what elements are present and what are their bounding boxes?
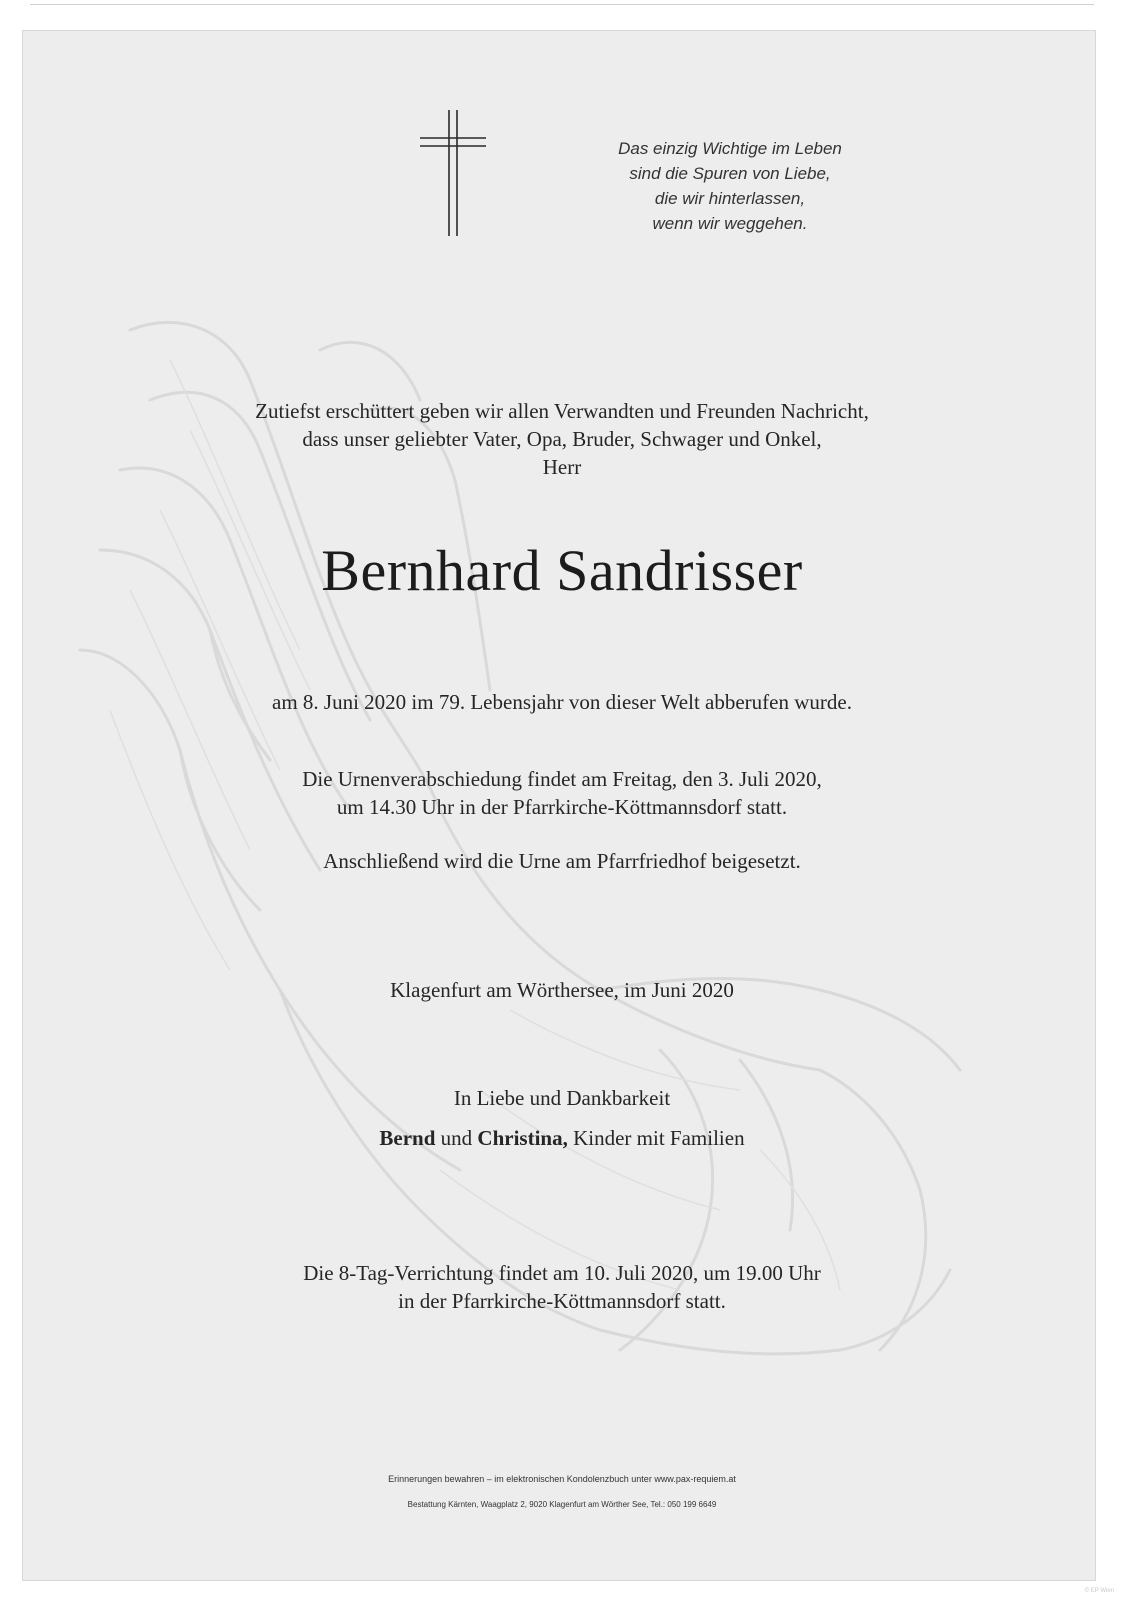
cross-icon xyxy=(420,110,486,236)
burial-info xyxy=(0,847,1124,875)
ceremony-line: Die Urnenverabschiedung findet am Freitag, den 3. Juli 2020, xyxy=(302,767,822,791)
mourners-line xyxy=(0,1124,1124,1152)
place-date-text: Klagenfurt am Wörthersee, im Juni 2020 xyxy=(390,978,734,1002)
quote-line: wenn wir weggehen. xyxy=(652,214,808,233)
ceremony-info xyxy=(0,765,1124,821)
memorial-line: Die 8-Tag-Verrichtung findet am 10. Juli 2020, um 19.00 Uhr xyxy=(303,1261,821,1285)
burial-text: Anschließend wird die Urne am Pfarrfriedhof beigesetzt. xyxy=(323,849,801,873)
closing xyxy=(0,1084,1124,1112)
announcement xyxy=(0,397,1124,481)
death-text: am 8. Juni 2020 im 79. Lebensjahr von dieser Welt abberufen wurde. xyxy=(272,690,852,714)
mourners xyxy=(0,1124,1124,1152)
place-date xyxy=(0,976,1124,1004)
mourner-name: Christina, xyxy=(477,1126,568,1150)
corner-mark: © EP Wien xyxy=(1084,1588,1114,1594)
footer-address: Bestattung Kärnten, Waagplatz 2, 9020 Klagenfurt am Wörther See, Tel.: 050 199 6649 xyxy=(407,1500,717,1509)
announcement-line: dass unser geliebter Vater, Opa, Bruder, Schwager und Onkel, xyxy=(302,427,822,451)
mourner-name: Bernd xyxy=(379,1126,436,1150)
deceased-name: Bernhard Sandrisser xyxy=(321,538,803,603)
quote xyxy=(560,136,900,236)
quote-line: sind die Spuren von Liebe, xyxy=(629,164,831,183)
mourners-connector: und xyxy=(435,1126,478,1150)
memorial-info xyxy=(0,1259,1124,1315)
ceremony-line: um 14.30 Uhr in der Pfarrkirche-Köttmannsdorf statt. xyxy=(336,795,788,819)
closing-text: In Liebe und Dankbarkeit xyxy=(453,1086,671,1110)
death-line xyxy=(0,688,1124,716)
mourners-relation: Kinder mit Familien xyxy=(567,1126,745,1150)
announcement-line: Herr xyxy=(542,455,582,479)
footer-condolence: Erinnerungen bewahren – im elektronischen Kondolenzbuch unter www.pax-requiem.at xyxy=(388,1474,736,1484)
memorial-line: in der Pfarrkirche-Köttmannsdorf statt. xyxy=(398,1289,726,1313)
quote-line: die wir hinterlassen, xyxy=(654,189,806,208)
top-divider xyxy=(30,4,1094,5)
announcement-line: Zutiefst erschüttert geben wir allen Verwandten und Freunden Nachricht, xyxy=(255,399,869,423)
quote-line: Das einzig Wichtige im Leben xyxy=(618,139,842,158)
